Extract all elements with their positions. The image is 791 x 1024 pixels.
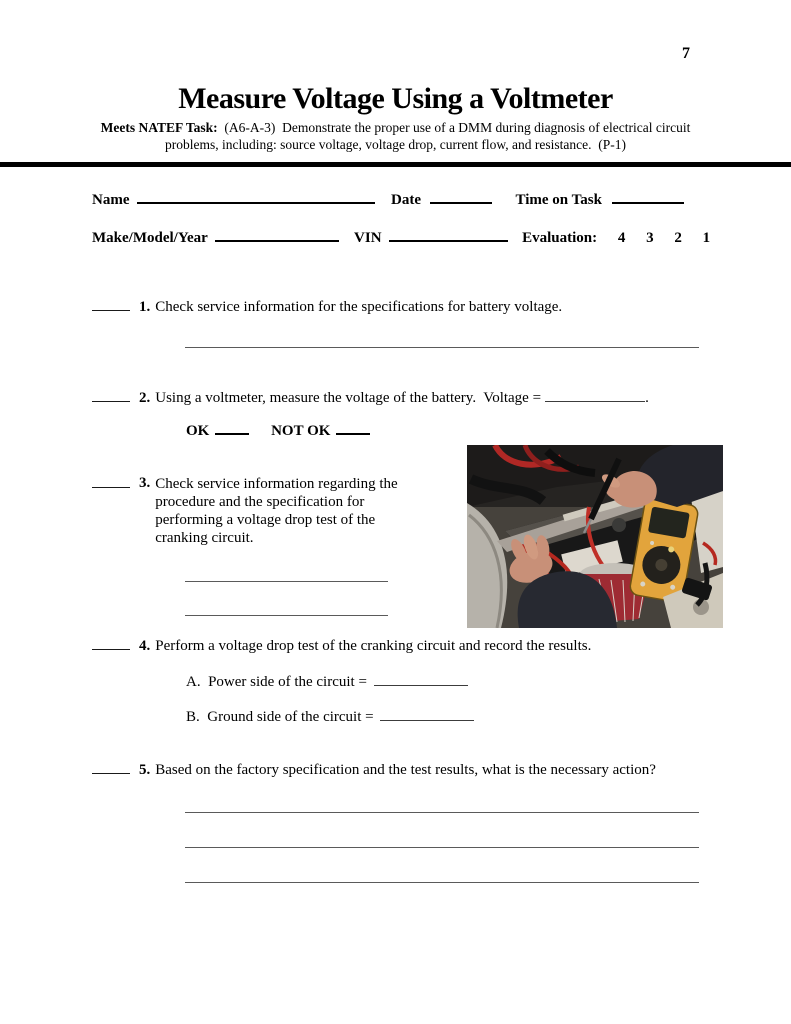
task-5-text: Based on the factory specification and the test results, what is the necessary action? <box>155 762 656 778</box>
name-label: Name <box>92 192 130 208</box>
task-5-number: 5. <box>139 762 151 778</box>
task-4-sub-a <box>186 672 468 691</box>
page-number: 7 <box>682 45 690 62</box>
task-2-text: Using a voltmeter, measure the voltage of the battery. Voltage = <box>155 390 542 406</box>
time-on-task-label: Time on Task <box>515 192 602 208</box>
natef-code: (A6-A-3) <box>224 120 276 135</box>
task-2-number: 2. <box>139 390 151 406</box>
page-title: Measure Voltage Using a Voltmeter <box>178 82 613 115</box>
task-2 <box>92 388 649 407</box>
task-5-grade-blank <box>92 761 130 774</box>
date-blank <box>430 190 492 204</box>
task-5 <box>92 761 656 779</box>
vin-label: VIN <box>354 230 382 246</box>
task-4-text: Perform a voltage drop test of the cranking circuit and record the results. <box>155 638 592 654</box>
evaluation-score-3: 3 <box>646 230 654 246</box>
task-5-answer-line-3 <box>185 882 699 883</box>
task-5-answer-line-2 <box>185 847 699 848</box>
multimeter-battery-test-photo <box>467 445 723 628</box>
vin-blank <box>389 228 508 242</box>
task-3-answer-line-2 <box>185 615 388 616</box>
power-side-blank <box>374 672 468 686</box>
evaluation-label: Evaluation: <box>522 230 598 246</box>
task-5-answer-line-1 <box>185 812 699 813</box>
not-ok-blank <box>336 421 370 435</box>
task-3-grade-blank <box>92 475 130 488</box>
time-on-task-blank <box>612 190 684 204</box>
task-2-period: . <box>645 390 649 406</box>
task-2-grade-blank <box>92 389 130 402</box>
name-blank <box>137 190 375 204</box>
task-3-answer-line-1 <box>185 581 388 582</box>
evaluation-score-2: 2 <box>674 230 682 246</box>
sub-a-text: Power side of the circuit = <box>208 674 367 690</box>
evaluation-score-4: 4 <box>617 230 626 246</box>
sub-a-letter: A. <box>186 674 201 690</box>
sub-b-letter: B. <box>186 709 200 725</box>
not-ok-label: NOT OK <box>271 423 331 439</box>
task-1 <box>92 298 562 316</box>
task-1-answer-line <box>185 347 699 348</box>
task-1-number: 1. <box>139 299 151 315</box>
ok-label: OK <box>186 423 210 439</box>
info-row-2 <box>92 228 710 247</box>
task-3-number: 3. <box>139 475 151 491</box>
task-1-grade-blank <box>92 298 130 311</box>
task-4-sub-b <box>186 707 474 726</box>
natef-priority: (P-1) <box>598 137 626 152</box>
task-4 <box>92 637 591 655</box>
sub-b-text: Ground side of the circuit = <box>207 709 374 725</box>
evaluation-score-1: 1 <box>702 230 711 246</box>
natef-description: Demonstrate the proper use of a DMM during diagnosis of electrical circuit problems, including: source voltage, voltage drop, current flow, and resistance. <box>165 120 691 152</box>
make-model-year-blank <box>215 228 339 242</box>
date-label: Date <box>391 192 421 208</box>
voltage-blank <box>545 388 645 402</box>
make-model-year-label: Make/Model/Year <box>92 230 208 246</box>
header-divider-rule <box>0 162 791 167</box>
task-4-number: 4. <box>139 638 151 654</box>
ground-side-blank <box>380 707 474 721</box>
natef-task-statement <box>90 119 701 153</box>
task-4-grade-blank <box>92 637 130 650</box>
info-row-1 <box>92 190 684 209</box>
ok-blank <box>215 421 249 435</box>
natef-label: Meets NATEF Task: <box>100 120 218 135</box>
battery-test-illustration <box>467 445 723 628</box>
task-3 <box>92 475 400 547</box>
task-1-text: Check service information for the specifications for battery voltage. <box>155 299 563 315</box>
task-3-text: Check service information regarding the procedure and the specification for performing a voltage drop test of the cranking circuit. <box>155 476 398 546</box>
ok-not-ok-row <box>186 421 370 440</box>
